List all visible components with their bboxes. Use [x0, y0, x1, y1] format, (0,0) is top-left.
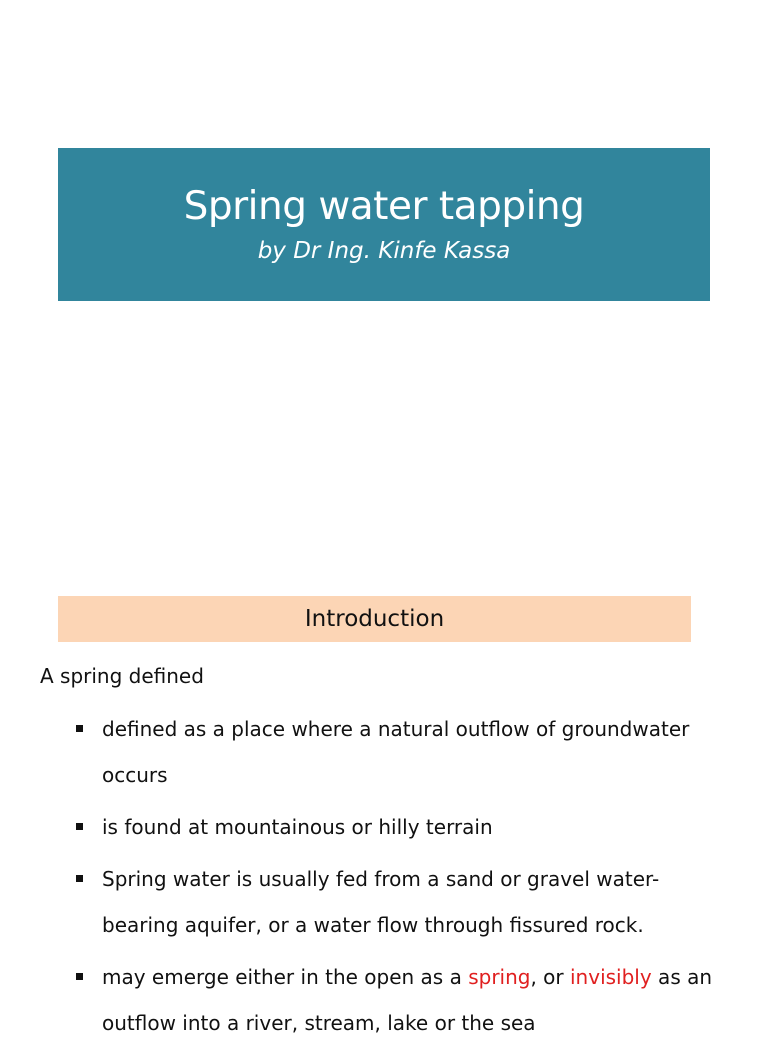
- slide-subtitle: by Dr Ing. Kinfe Kassa: [257, 238, 511, 264]
- bullet-line: is found at mountainous or hilly terrain: [102, 815, 493, 839]
- list-item: [76, 706, 756, 798]
- list-item: [76, 954, 756, 1046]
- highlight-invisibly: invisibly: [570, 965, 652, 989]
- square-bullet-icon: [76, 973, 83, 980]
- list-item: [76, 804, 756, 850]
- bullet-text: as an: [651, 965, 713, 989]
- title-banner: [58, 148, 710, 301]
- slide-title: Spring water tapping: [183, 184, 585, 229]
- bullet-line: occurs: [102, 763, 168, 787]
- bullet-line: Spring water is usually fed from a sand or gravel water-: [102, 867, 660, 891]
- highlight-spring: spring: [468, 965, 531, 989]
- bullet-text: , or: [530, 965, 570, 989]
- square-bullet-icon: [76, 875, 83, 882]
- square-bullet-icon: [76, 823, 83, 830]
- bullet-line: [102, 954, 756, 1000]
- square-bullet-icon: [76, 725, 83, 732]
- lead-text: A spring defined: [40, 664, 204, 688]
- section-heading: Introduction: [58, 596, 691, 642]
- list-item: [76, 856, 756, 948]
- bullet-text: may emerge either in the open as a: [102, 965, 469, 989]
- bullet-line: bearing aquifer, or a water flow through fissured rock.: [102, 913, 644, 937]
- bullet-line: outflow into a river, stream, lake or the sea: [102, 1011, 536, 1035]
- bullet-line: defined as a place where a natural outflow of groundwater: [102, 717, 690, 741]
